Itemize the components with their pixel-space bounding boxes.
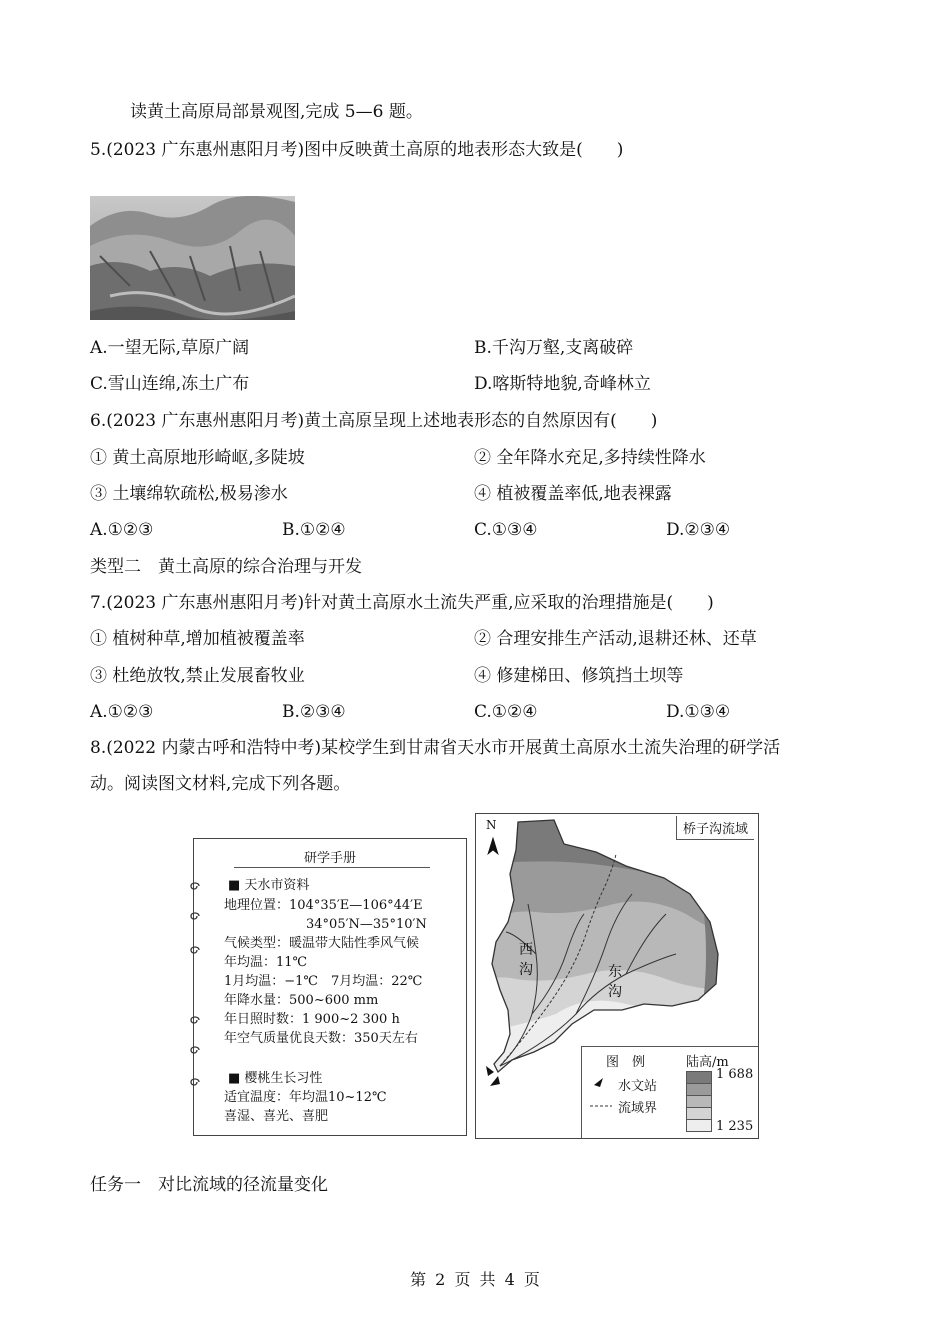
- q6-option-b: B.①②④: [282, 520, 346, 540]
- qiaozigou-watershed-map: [475, 813, 759, 1139]
- q7-statement-2: ② 合理安排生产活动,退耕还林、还草: [474, 629, 757, 649]
- intro-text: 读黄土高原局部景观图,完成 5—6 题。: [130, 102, 423, 122]
- q6-statement-2: ② 全年降水充足,多持续性降水: [474, 448, 706, 468]
- north-arrow-icon: [488, 838, 498, 854]
- hydrological-station-west: [486, 1066, 494, 1076]
- q6-option-a: A.①②③: [90, 520, 154, 540]
- handbook-annual-temp: 年均温：11℃: [224, 955, 308, 970]
- q6-statement-1: ① 黄土高原地形崎岖,多陡坡: [90, 448, 305, 468]
- legend-boundary: 流域界: [618, 1101, 658, 1116]
- q6-statement-4: ④ 植被覆盖率低,地表裸露: [474, 484, 672, 504]
- section-type-2-heading: 类型二 黄土高原的综合治理与开发: [90, 557, 362, 577]
- question-8-line-2: 动。阅读图文材料,完成下列各题。: [90, 774, 351, 794]
- legend-elevation-label: 陆高/m: [686, 1055, 729, 1070]
- q7-statement-1: ① 植树种草,增加植被覆盖率: [90, 629, 305, 649]
- page-footer: 第 2 页 共 4 页: [410, 1270, 540, 1289]
- q7-option-b: B.②③④: [282, 702, 346, 722]
- q7-statement-3: ③ 杜绝放牧,禁止发展畜牧业: [90, 666, 305, 686]
- question-6: 6.(2023 广东惠州惠阳月考)黄土高原呈现上述地表形态的自然原因有( ): [90, 411, 658, 431]
- elevation-swatch: [686, 1108, 712, 1120]
- legend-title: 图 例: [606, 1055, 646, 1070]
- q5-option-b: B.千沟万壑,支离破碎: [474, 338, 634, 358]
- handbook-location-lon: 地理位置：104°35′E—106°44′E: [224, 898, 423, 913]
- elevation-swatch: [686, 1071, 712, 1084]
- q7-option-a: A.①②③: [90, 702, 154, 722]
- binder-ring-icon: [185, 1077, 201, 1087]
- map-title: 桥子沟流域: [676, 816, 754, 840]
- study-handbook-panel: [193, 838, 467, 1136]
- handbook-location-lat: 34°05′N—35°10′N: [306, 917, 427, 932]
- handbook-section-cherry: ■ 樱桃生长习性: [228, 1071, 323, 1086]
- hydrological-station-east: [490, 1076, 500, 1086]
- map-legend: [581, 1046, 759, 1139]
- handbook-cherry-temp: 适宜温度：年均温10~12℃: [224, 1090, 387, 1105]
- q7-option-c: C.①②④: [474, 702, 538, 722]
- station-symbol-icon: [592, 1077, 606, 1089]
- q7-statement-4: ④ 修建梯田、修筑挡土坝等: [474, 666, 684, 686]
- handbook-climate-type: 气候类型：暖温带大陆性季风气候: [224, 936, 420, 951]
- q5-option-a: A.一望无际,草原广阔: [90, 338, 250, 358]
- north-label: N: [486, 818, 497, 832]
- question-8-line-1: 8.(2022 内蒙古呼和浩特中考)某校学生到甘肃省天水市开展黄土高原水土流失治理的研学活: [90, 738, 781, 758]
- q5-option-c: C.雪山连绵,冻土广布: [90, 374, 250, 394]
- elevation-swatch: [686, 1096, 712, 1108]
- question-5: 5.(2023 广东惠州惠阳月考)图中反映黄土高原的地表形态大致是( ): [90, 140, 624, 160]
- elevation-swatches: [686, 1071, 712, 1132]
- q7-option-d: D.①③④: [666, 702, 731, 722]
- elevation-swatch: [686, 1084, 712, 1096]
- handbook-section-tianshui: ■ 天水市资料: [228, 878, 310, 893]
- handbook-air-quality: 年空气质量优良天数：350天左右: [224, 1031, 418, 1046]
- handbook-divider: [234, 867, 430, 868]
- binder-ring-icon: [185, 911, 201, 921]
- handbook-precipitation: 年降水量：500~600 mm: [224, 993, 379, 1008]
- binder-ring-icon: [185, 881, 201, 891]
- q6-statement-3: ③ 土壤绵软疏松,极易渗水: [90, 484, 288, 504]
- elevation-swatch: [686, 1120, 712, 1132]
- binder-ring-icon: [185, 1045, 201, 1055]
- q5-option-d: D.喀斯特地貌,奇峰林立: [474, 374, 651, 394]
- legend-station: 水文站: [618, 1079, 658, 1094]
- boundary-symbol-icon: [590, 1104, 612, 1108]
- q6-option-d: D.②③④: [666, 520, 731, 540]
- elev-band-6: [704, 914, 726, 994]
- handbook-title: 研学手册: [303, 851, 356, 866]
- question-7: 7.(2023 广东惠州惠阳月考)针对黄土高原水土流失严重,应采取的治理措施是( ): [90, 593, 714, 613]
- q6-option-c: C.①③④: [474, 520, 538, 540]
- task-1-heading: 任务一 对比流域的径流量变化: [90, 1175, 328, 1195]
- binder-ring-icon: [185, 1015, 201, 1025]
- west-gully-label: 西沟: [519, 942, 533, 978]
- east-gully-label: 东沟: [608, 964, 622, 1000]
- handbook-month-temp: 1月均温：−1℃ 7月均温：22℃: [224, 974, 423, 989]
- legend-elev-min: 1 235: [716, 1119, 754, 1134]
- loess-plateau-photo: [90, 196, 295, 320]
- legend-elev-max: 1 688: [716, 1067, 754, 1082]
- handbook-cherry-habits: 喜湿、喜光、喜肥: [224, 1109, 329, 1124]
- handbook-sunshine: 年日照时数：1 900~2 300 h: [224, 1012, 400, 1027]
- binder-ring-icon: [185, 945, 201, 955]
